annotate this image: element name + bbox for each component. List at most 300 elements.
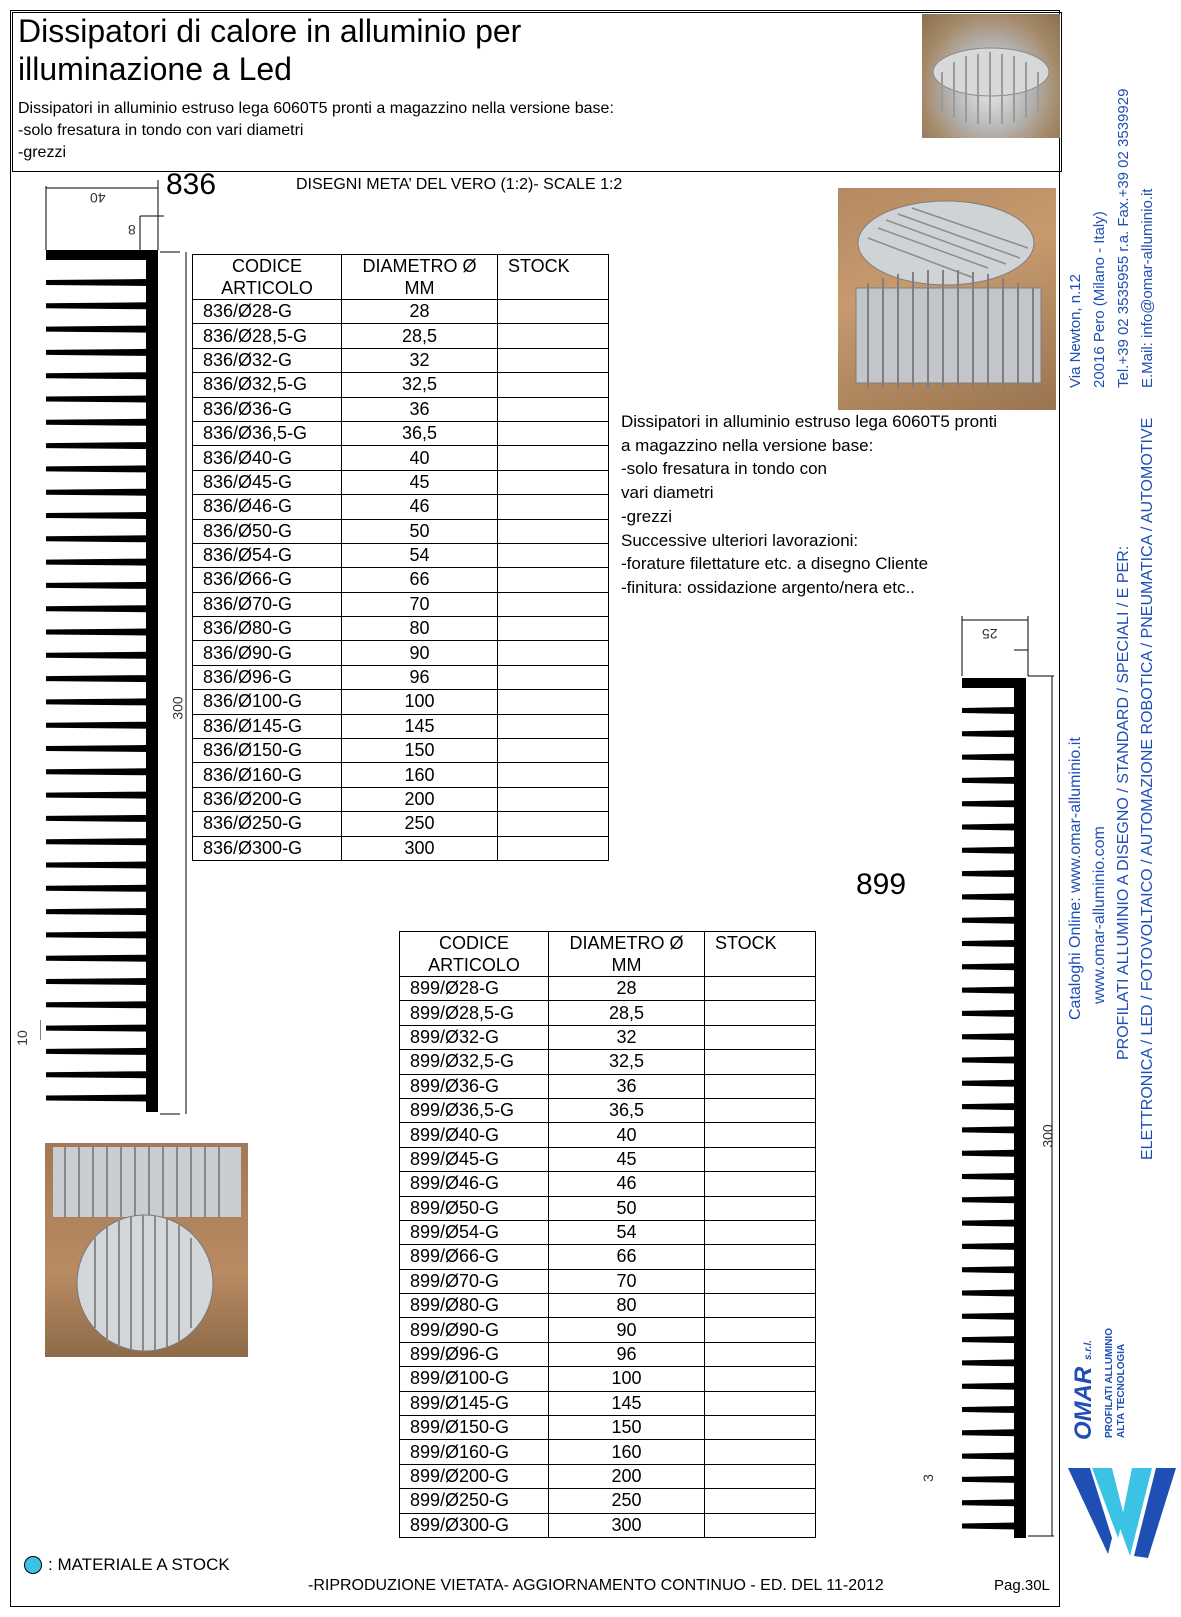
table-899 (399, 931, 816, 1538)
article-code: 836/Ø66-G (193, 568, 342, 592)
stock-cell (498, 397, 609, 421)
diameter-mm: 50 (549, 1196, 705, 1220)
article-code: 836/Ø28,5-G (193, 324, 342, 348)
description-line: a magazzino nella versione base: (621, 435, 874, 455)
article-code: 899/Ø96-G (400, 1342, 549, 1366)
article-code: 899/Ø160-G (400, 1440, 549, 1464)
address-line-1: Via Newton, n.12 (1067, 274, 1084, 388)
diameter-mm: 145 (342, 714, 498, 738)
dim-836-fin: 10 (13, 1030, 30, 1046)
stock-cell (705, 1123, 816, 1147)
fin-shape (962, 987, 1016, 994)
article-code: 836/Ø250-G (193, 812, 342, 836)
table-row (193, 348, 609, 372)
stock-cell (705, 1074, 816, 1098)
diameter-mm: 200 (342, 787, 498, 811)
table-row (193, 446, 609, 470)
fin-shape (46, 629, 148, 636)
diameter-mm: 32,5 (549, 1050, 705, 1074)
diameter-mm: 36 (549, 1074, 705, 1098)
table-row (193, 836, 609, 860)
article-code: 836/Ø300-G (193, 836, 342, 860)
diameter-mm: 45 (549, 1147, 705, 1171)
diameter-mm: 28,5 (549, 1001, 705, 1025)
table-row (400, 1025, 816, 1049)
fin-shape (46, 978, 148, 985)
article-code: 836/Ø54-G (193, 543, 342, 567)
article-code: 899/Ø100-G (400, 1367, 549, 1391)
fin-shape (46, 955, 148, 962)
diameter-mm: 100 (342, 690, 498, 714)
table-row (193, 373, 609, 397)
diameter-mm: 28 (342, 300, 498, 324)
fin-shape (46, 442, 148, 449)
table-row (400, 1513, 816, 1537)
article-code: 899/Ø28-G (400, 977, 549, 1001)
stock-cell (498, 519, 609, 543)
page-number: Pag.30L (994, 1577, 1050, 1594)
stock-cell (498, 348, 609, 372)
article-code: 899/Ø66-G (400, 1245, 549, 1269)
article-code: 836/Ø32,5-G (193, 373, 342, 397)
phone-fax: Tel.+39 02 3535955 r.a. Fax.+39 02 3539929 (1115, 88, 1132, 388)
diameter-mm: 70 (342, 592, 498, 616)
fin-shape (962, 1033, 1016, 1040)
diameter-mm: 46 (342, 495, 498, 519)
stock-cell (705, 1513, 816, 1537)
stock-cell (498, 568, 609, 592)
stock-cell (705, 1196, 816, 1220)
stock-cell (498, 373, 609, 397)
diameter-mm: 66 (549, 1245, 705, 1269)
article-code: 899/Ø145-G (400, 1391, 549, 1415)
stock-cell (705, 1464, 816, 1488)
header-code: CODICE ARTICOLO (193, 255, 342, 300)
description (621, 410, 1011, 600)
stock-cell (498, 690, 609, 714)
fin-shape (962, 1243, 1016, 1250)
article-code: 836/Ø145-G (193, 714, 342, 738)
intro-line-2: -solo fresatura in tondo con vari diametri (18, 122, 304, 139)
fin-shape (46, 792, 148, 799)
article-code: 836/Ø100-G (193, 690, 342, 714)
stock-cell (498, 495, 609, 519)
fin-shape (962, 730, 1016, 737)
fin-shape (46, 722, 148, 729)
dim-836-height: 300 (169, 696, 186, 720)
fin-shape (46, 419, 148, 426)
heatsink-photo-top (922, 14, 1060, 138)
page-title (18, 12, 598, 88)
stock-cell (498, 470, 609, 494)
stock-cell (498, 324, 609, 348)
table-row (400, 1464, 816, 1488)
stock-cell (705, 1098, 816, 1122)
stock-dot-icon (24, 1556, 42, 1574)
stock-cell (498, 592, 609, 616)
stock-cell (498, 300, 609, 324)
fin-shape (46, 1048, 148, 1055)
article-code: 899/Ø70-G (400, 1269, 549, 1293)
article-code: 899/Ø80-G (400, 1294, 549, 1318)
fin-shape (962, 1406, 1016, 1413)
table-row (400, 1147, 816, 1171)
article-code: 899/Ø90-G (400, 1318, 549, 1342)
fin-shape (962, 754, 1016, 761)
diameter-mm: 90 (342, 641, 498, 665)
diameter-mm: 36 (342, 397, 498, 421)
stock-cell (705, 1220, 816, 1244)
intro-line-1: Dissipatori in alluminio estruso lega 6060T5 pronti a magazzino nella versione base: (18, 100, 614, 117)
fin-shape (46, 1025, 148, 1032)
dim-899-fin: 3 (919, 1474, 936, 1482)
diameter-mm: 150 (342, 739, 498, 763)
address-line-2: 20016 Pero (Milano - Italy) (1091, 211, 1108, 388)
stock-cell (705, 977, 816, 1001)
stock-cell (498, 446, 609, 470)
table-row (400, 1342, 816, 1366)
fin-shape (962, 800, 1016, 807)
diameter-mm: 36,5 (342, 421, 498, 445)
table-row (193, 641, 609, 665)
header-stock-899: STOCK (705, 932, 816, 977)
article-code: 836/Ø28-G (193, 300, 342, 324)
fin-shape (962, 1523, 1016, 1530)
diameter-mm: 40 (549, 1123, 705, 1147)
stock-cell (705, 1245, 816, 1269)
article-code: 899/Ø150-G (400, 1416, 549, 1440)
fin-shape (46, 931, 148, 938)
diameter-mm: 80 (549, 1294, 705, 1318)
stock-cell (705, 1416, 816, 1440)
heatsink-photo-bottom (45, 1143, 248, 1357)
diameter-mm: 100 (549, 1367, 705, 1391)
fin-shape (962, 1429, 1016, 1436)
table-row (193, 421, 609, 445)
article-code: 836/Ø36-G (193, 397, 342, 421)
stock-cell (705, 1294, 816, 1318)
dim-836-top: 8 (128, 222, 136, 238)
fin-shape (46, 559, 148, 566)
fin-shape (46, 815, 148, 822)
diameter-mm: 300 (549, 1513, 705, 1537)
table-row (193, 470, 609, 494)
title-line-1: Dissipatori di calore in alluminio per (18, 13, 522, 49)
table-row (400, 1440, 816, 1464)
table-row (400, 1123, 816, 1147)
fin-shape (46, 862, 148, 869)
diameter-mm: 28,5 (342, 324, 498, 348)
article-code: 836/Ø96-G (193, 665, 342, 689)
profile-899-drawing (950, 616, 1062, 1546)
table-row (400, 1220, 816, 1244)
table-row (400, 1318, 816, 1342)
article-code: 899/Ø36,5-G (400, 1098, 549, 1122)
table-row (400, 1001, 816, 1025)
email: E.Mail: info@omar-alluminio.it (1139, 188, 1156, 388)
stock-cell (705, 1001, 816, 1025)
diameter-mm: 54 (342, 543, 498, 567)
table-row (193, 519, 609, 543)
fin-shape (46, 489, 148, 496)
fin-shape (46, 1071, 148, 1078)
diameter-mm: 150 (549, 1416, 705, 1440)
fin-shape (46, 652, 148, 659)
article-code: 899/Ø50-G (400, 1196, 549, 1220)
article-code: 899/Ø32,5-G (400, 1050, 549, 1074)
fin-shape (962, 1336, 1016, 1343)
fin-shape (962, 1499, 1016, 1506)
fin-shape (962, 824, 1016, 831)
diameter-mm: 40 (342, 446, 498, 470)
fin-shape (46, 326, 148, 333)
table-row (193, 495, 609, 519)
stock-cell (705, 1147, 816, 1171)
article-code: 899/Ø40-G (400, 1123, 549, 1147)
stock-cell (705, 1318, 816, 1342)
diameter-mm: 96 (549, 1342, 705, 1366)
fin-shape (46, 465, 148, 472)
description-line: -finitura: ossidazione argento/nera etc.. (621, 577, 915, 597)
profile-899-label: 899 (856, 868, 907, 901)
table-row (193, 617, 609, 641)
fin-shape (46, 768, 148, 775)
diameter-mm: 250 (342, 812, 498, 836)
table-row (400, 1391, 816, 1415)
fin-shape (46, 1095, 148, 1102)
article-code: 899/Ø36-G (400, 1074, 549, 1098)
fin-shape (962, 1126, 1016, 1133)
fin-shape (962, 963, 1016, 970)
diameter-mm: 200 (549, 1464, 705, 1488)
fin-shape (962, 1173, 1016, 1180)
stock-cell (705, 1367, 816, 1391)
article-code: 899/Ø28,5-G (400, 1001, 549, 1025)
description-line: Dissipatori in alluminio estruso lega 6060T5 pronti (621, 412, 998, 431)
table-row (400, 1196, 816, 1220)
stock-cell (705, 1025, 816, 1049)
fin-shape (46, 745, 148, 752)
article-code: 836/Ø80-G (193, 617, 342, 641)
article-code: 899/Ø250-G (400, 1489, 549, 1513)
contact-block (1064, 89, 1160, 388)
diameter-mm: 145 (549, 1391, 705, 1415)
fin-shape (962, 847, 1016, 854)
table-row (400, 1172, 816, 1196)
fin-shape (46, 582, 148, 589)
fin-shape (46, 512, 148, 519)
fin-shape (962, 1196, 1016, 1203)
logo-tagline: PROFILATI ALLUMINIO ALTA TECNOLOGIA (1104, 1328, 1127, 1438)
fin-shape (962, 1010, 1016, 1017)
profile-836-label: 836 (166, 168, 217, 201)
heatsink-photo-right (838, 188, 1056, 410)
fin-shape (46, 302, 148, 309)
fin-shape (962, 1266, 1016, 1273)
table-row (400, 1489, 816, 1513)
stock-cell (705, 1269, 816, 1293)
stock-cell (498, 641, 609, 665)
diameter-mm: 80 (342, 617, 498, 641)
fin-shape (46, 605, 148, 612)
article-code: 836/Ø32-G (193, 348, 342, 372)
fin-shape (46, 279, 148, 286)
fin-shape (46, 535, 148, 542)
table-row (400, 1074, 816, 1098)
diameter-mm: 66 (342, 568, 498, 592)
table-row (193, 300, 609, 324)
side-promo (1064, 737, 1112, 1020)
description-line: Successive ulteriori lavorazioni: (621, 530, 859, 550)
logo-mark-icon (1068, 1468, 1176, 1558)
diameter-mm: 300 (342, 836, 498, 860)
article-code: 899/Ø46-G (400, 1172, 549, 1196)
footer-text: -RIPRODUZIONE VIETATA- AGGIORNAMENTO CONTINUO - ED. DEL 11-2012 (308, 1577, 884, 1594)
logo-brand: OMAR s.r.l. (1070, 1339, 1097, 1440)
diameter-mm: 32 (549, 1025, 705, 1049)
diameter-mm: 46 (549, 1172, 705, 1196)
stock-cell (498, 739, 609, 763)
header-diameter: DIAMETRO Ø MM (342, 255, 498, 300)
stock-cell (705, 1172, 816, 1196)
diameter-mm: 54 (549, 1220, 705, 1244)
article-code: 899/Ø200-G (400, 1464, 549, 1488)
fin-shape (962, 940, 1016, 947)
table-row (193, 324, 609, 348)
article-code: 899/Ø32-G (400, 1025, 549, 1049)
stock-cell (705, 1440, 816, 1464)
table-row (400, 1269, 816, 1293)
stock-cell (705, 1391, 816, 1415)
fin-shape (46, 885, 148, 892)
table-row (193, 787, 609, 811)
article-code: 899/Ø300-G (400, 1513, 549, 1537)
fin-shape (46, 1001, 148, 1008)
profile-836-drawing (40, 180, 200, 1120)
dim-899-width: 25 (982, 626, 998, 642)
diameter-mm: 50 (342, 519, 498, 543)
description-line: -solo fresatura in tondo con (621, 459, 828, 479)
fin-shape (962, 917, 1016, 924)
fin-shape (962, 777, 1016, 784)
diameter-mm: 28 (549, 977, 705, 1001)
stock-cell (498, 787, 609, 811)
table-row (193, 763, 609, 787)
article-code: 836/Ø200-G (193, 787, 342, 811)
stock-cell (498, 665, 609, 689)
dim-836-width: 40 (90, 190, 106, 206)
diameter-mm: 90 (549, 1318, 705, 1342)
article-code: 836/Ø150-G (193, 739, 342, 763)
diameter-mm: 32,5 (342, 373, 498, 397)
fin-shape (962, 870, 1016, 877)
header-code-899: CODICE ARTICOLO (400, 932, 549, 977)
description-line: -forature filettature etc. a disegno Cliente (621, 554, 929, 574)
header-diameter-899: DIAMETRO Ø MM (549, 932, 705, 977)
article-code: 899/Ø45-G (400, 1147, 549, 1171)
table-row (400, 977, 816, 1001)
stock-legend-label: : MATERIALE A STOCK (48, 1555, 230, 1574)
stock-cell (705, 1489, 816, 1513)
description-line: vari diametri (621, 483, 714, 503)
table-row (400, 1416, 816, 1440)
table-row (193, 568, 609, 592)
table-row (193, 812, 609, 836)
fin-shape (46, 698, 148, 705)
article-code: 836/Ø36,5-G (193, 421, 342, 445)
fin-shape (46, 396, 148, 403)
article-code: 836/Ø160-G (193, 763, 342, 787)
stock-cell (498, 836, 609, 860)
services-line-2: ELETTRONICA / LED / FOTOVOLTAICO / AUTOMAZIONE ROBOTICA / PNEUMATICA / AUTOMOTIVE (1139, 417, 1156, 1160)
stock-cell (498, 714, 609, 738)
website-url: www.omar-alluminio.com (1091, 826, 1108, 1004)
title-line-2: illuminazione a Led (18, 51, 292, 87)
fin-shape (962, 1150, 1016, 1157)
intro-text (18, 98, 614, 164)
fin-shape (46, 349, 148, 356)
table-row (193, 592, 609, 616)
fin-shape (962, 1220, 1016, 1227)
stock-cell (705, 1342, 816, 1366)
article-code: 836/Ø50-G (193, 519, 342, 543)
table-row (400, 1098, 816, 1122)
table-row (193, 739, 609, 763)
scale-note: DISEGNI META’ DEL VERO (1:2)- SCALE 1:2 (296, 176, 623, 193)
stock-cell (498, 812, 609, 836)
table-row (193, 690, 609, 714)
description-line: -grezzi (621, 506, 673, 526)
fin-shape (962, 1313, 1016, 1320)
fin-shape (962, 893, 1016, 900)
stock-cell (498, 617, 609, 641)
fin-shape (962, 1453, 1016, 1460)
fin-shape (46, 675, 148, 682)
fin-shape (46, 908, 148, 915)
fin-shape (46, 372, 148, 379)
fin-shape (962, 1476, 1016, 1483)
fin-shape (962, 1359, 1016, 1366)
table-836 (192, 254, 609, 861)
diameter-mm: 250 (549, 1489, 705, 1513)
stock-cell (498, 421, 609, 445)
stock-cell (498, 763, 609, 787)
table-row (193, 543, 609, 567)
table-row (400, 1050, 816, 1074)
intro-line-3: -grezzi (18, 144, 67, 161)
stock-cell (498, 543, 609, 567)
fin-shape (962, 1290, 1016, 1297)
omar-logo (1064, 1330, 1176, 1560)
stock-legend (24, 1555, 230, 1575)
table-row (400, 1294, 816, 1318)
fin-shape (962, 1103, 1016, 1110)
diameter-mm: 45 (342, 470, 498, 494)
article-code: 836/Ø90-G (193, 641, 342, 665)
header-stock: STOCK (498, 255, 609, 300)
fin-shape (962, 1080, 1016, 1087)
fin-shape (962, 1383, 1016, 1390)
table-row (193, 397, 609, 421)
article-code: 836/Ø40-G (193, 446, 342, 470)
stock-cell (705, 1050, 816, 1074)
article-code: 836/Ø46-G (193, 495, 342, 519)
diameter-mm: 160 (342, 763, 498, 787)
dim-899-height: 300 (1039, 1124, 1056, 1148)
fin-shape (962, 707, 1016, 714)
table-row (193, 665, 609, 689)
table-row (400, 1367, 816, 1391)
